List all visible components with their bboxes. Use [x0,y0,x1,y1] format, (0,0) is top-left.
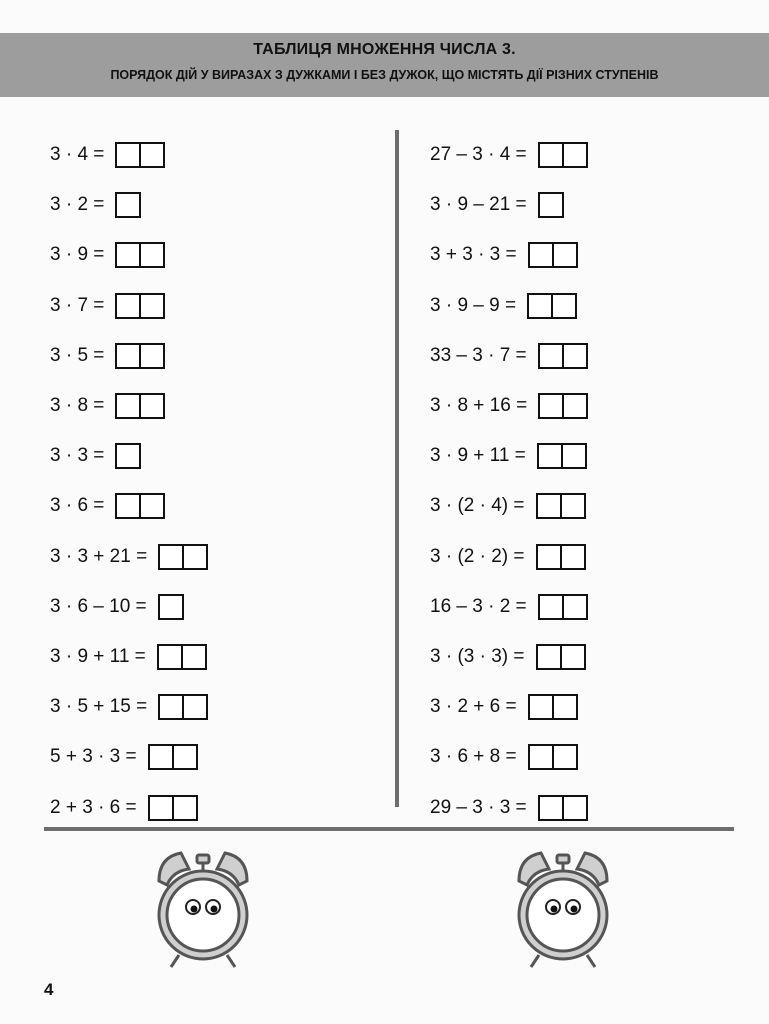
exercise-expression: 3 · 9 – 9 = [430,294,517,316]
answer-cell[interactable] [160,696,182,718]
exercise-row [50,180,208,230]
answer-cell[interactable] [182,546,206,568]
exercise-row [50,732,208,782]
answer-box[interactable] [158,594,184,620]
answer-cell[interactable] [560,495,584,517]
section-divider [44,827,734,831]
exercise-expression: 3 · 3 = [50,445,105,467]
exercise-row [430,632,588,682]
exercise-row [430,431,588,481]
answer-cell[interactable] [160,546,182,568]
answer-cell[interactable] [139,144,163,166]
answer-cell[interactable] [139,295,163,317]
exercise-row [50,582,208,632]
answer-cell[interactable] [562,144,586,166]
answer-box[interactable] [538,594,588,620]
exercise-expression: 3 · 4 = [50,144,105,166]
exercise-expression: 3 · 2 = [50,194,105,216]
answer-box[interactable] [148,795,198,821]
answer-cell[interactable] [552,696,576,718]
answer-box[interactable] [115,293,165,319]
exercise-expression: 3 · 9 – 21 = [430,194,527,216]
exercise-row [430,331,588,381]
exercise-row [50,431,208,481]
answer-cell[interactable] [530,696,552,718]
exercise-row [430,230,588,280]
answer-box[interactable] [538,795,588,821]
exercise-row [50,632,208,682]
exercise-expression: 2 + 3 · 6 = [50,796,137,818]
exercise-expression: 3 · 5 + 15 = [50,696,148,718]
answer-cell[interactable] [150,746,172,768]
exercise-expression: 3 · 6 – 10 = [50,595,147,617]
exercise-row [430,381,588,431]
exercise-expression: 3 · 6 + 8 = [430,746,517,768]
answer-cell[interactable] [540,797,562,819]
answer-cell[interactable] [139,345,163,367]
exercise-row [50,782,208,832]
exercise-row [430,582,588,632]
left-exercise-column [50,130,208,833]
exercise-row [430,532,588,582]
exercise-row [430,732,588,782]
exercise-expression: 3 · 3 + 21 = [50,545,148,567]
answer-cell[interactable] [117,345,139,367]
exercise-expression: 3 · 7 = [50,294,105,316]
answer-cell[interactable] [552,746,576,768]
answer-cell[interactable] [538,646,560,668]
answer-box[interactable] [158,694,208,720]
exercise-expression: 3 · (3 · 3) = [430,645,525,667]
answer-box[interactable] [528,694,578,720]
page-title: ТАБЛИЦЯ МНОЖЕННЯ ЧИСЛА 3. [253,41,516,58]
exercise-row [50,481,208,531]
answer-cell[interactable] [117,295,139,317]
exercise-row [50,230,208,280]
answer-box[interactable] [537,443,587,469]
answer-cell[interactable] [117,495,139,517]
answer-cell[interactable] [139,244,163,266]
column-divider [395,130,399,807]
exercise-row [50,130,208,180]
answer-box[interactable] [538,142,588,168]
answer-cell[interactable] [139,395,163,417]
exercise-row [50,331,208,381]
exercise-expression: 3 · 9 + 11 = [430,445,526,467]
answer-box[interactable] [536,544,586,570]
exercise-expression: 3 · 9 = [50,244,105,266]
answer-cell[interactable] [539,445,561,467]
answer-cell[interactable] [117,445,139,467]
answer-cell[interactable] [540,345,562,367]
exercise-row [430,682,588,732]
answer-cell[interactable] [540,194,562,216]
exercise-row [50,532,208,582]
page-subtitle: ПОРЯДОК ДІЙ У ВИРАЗАХ З ДУЖКАМИ І БЕЗ ДУЖОК, ЩО МІСТЯТЬ ДІЇ РІЗНИХ СТУПЕНІВ [110,68,659,82]
answer-cell[interactable] [182,696,206,718]
answer-cell[interactable] [530,244,552,266]
alarm-clock-icon [515,845,611,974]
answer-cell[interactable] [150,797,172,819]
answer-cell[interactable] [160,596,182,618]
answer-cell[interactable] [172,746,196,768]
answer-box[interactable] [527,293,577,319]
answer-box[interactable] [115,393,165,419]
answer-box[interactable] [115,192,141,218]
exercise-expression: 3 · 8 + 16 = [430,395,528,417]
exercise-row [430,180,588,230]
answer-cell[interactable] [540,596,562,618]
answer-cell[interactable] [172,797,196,819]
answer-cell[interactable] [117,194,139,216]
answer-box[interactable] [115,443,141,469]
answer-cell[interactable] [540,144,562,166]
exercise-row [50,281,208,331]
answer-box[interactable] [538,343,588,369]
answer-cell[interactable] [159,646,181,668]
answer-cell[interactable] [560,646,584,668]
answer-cell[interactable] [562,797,586,819]
answer-cell[interactable] [560,546,584,568]
answer-cell[interactable] [117,395,139,417]
alarm-clock-icon [155,845,251,974]
answer-box[interactable] [536,644,586,670]
exercise-expression: 27 – 3 · 4 = [430,144,527,166]
answer-cell[interactable] [139,495,163,517]
answer-cell[interactable] [117,244,139,266]
answer-cell[interactable] [529,295,551,317]
exercise-row [430,130,588,180]
answer-cell[interactable] [540,395,562,417]
answer-box[interactable] [528,744,578,770]
answer-cell[interactable] [562,345,586,367]
answer-cell[interactable] [562,596,586,618]
header-band [0,33,769,97]
exercise-expression: 3 · 9 + 11 = [50,645,146,667]
answer-box[interactable] [528,242,578,268]
exercise-expression: 3 · (2 · 2) = [430,545,525,567]
answer-cell[interactable] [552,244,576,266]
exercise-expression: 33 – 3 · 7 = [430,344,527,366]
answer-box[interactable] [115,242,165,268]
answer-cell[interactable] [561,445,585,467]
exercise-expression: 3 · 6 = [50,495,105,517]
exercise-row [430,481,588,531]
exercise-row [50,381,208,431]
answer-cell[interactable] [117,144,139,166]
exercise-row [430,281,588,331]
answer-cell[interactable] [530,746,552,768]
exercise-expression: 3 · 2 + 6 = [430,696,517,718]
exercise-expression: 3 · 8 = [50,395,105,417]
answer-box[interactable] [148,744,198,770]
exercise-expression: 3 · (2 · 4) = [430,495,525,517]
answer-cell[interactable] [181,646,205,668]
answer-cell[interactable] [538,495,560,517]
page-number: 4 [44,980,54,999]
exercise-expression: 5 + 3 · 3 = [50,746,137,768]
exercise-row [430,782,588,832]
answer-cell[interactable] [551,295,575,317]
answer-cell[interactable] [538,546,560,568]
exercise-expression: 3 · 5 = [50,344,105,366]
answer-box[interactable] [538,393,588,419]
exercise-expression: 29 – 3 · 3 = [430,796,527,818]
answer-box[interactable] [538,192,564,218]
answer-cell[interactable] [562,395,586,417]
exercise-row [50,682,208,732]
exercise-expression: 16 – 3 · 2 = [430,595,527,617]
right-exercise-column [430,130,588,833]
answer-box[interactable] [115,142,165,168]
answer-box[interactable] [536,493,586,519]
answer-box[interactable] [115,493,165,519]
answer-box[interactable] [157,644,207,670]
answer-box[interactable] [115,343,165,369]
exercise-expression: 3 + 3 · 3 = [430,244,517,266]
answer-box[interactable] [158,544,208,570]
